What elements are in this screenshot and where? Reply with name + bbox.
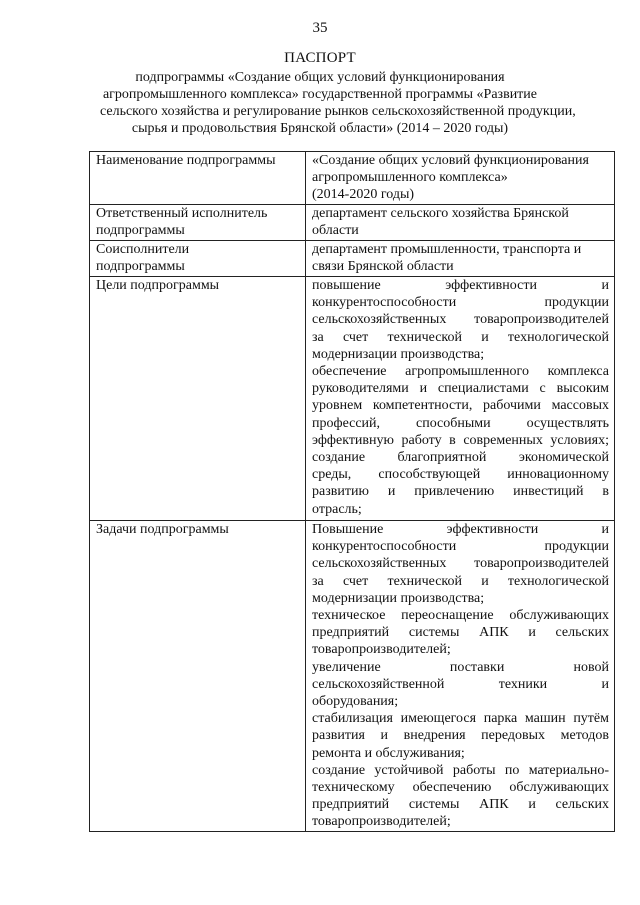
value-line: повышение эффективности и [312, 278, 609, 293]
row-label [90, 241, 306, 277]
value-line: техническое переоснащение обслуживающих [312, 608, 609, 624]
subtitle-line: агропромышленного комплекса» государственной программы «Развитие [102, 87, 538, 102]
label-line: подпрограммы [96, 259, 185, 275]
value-line: развития и внедрения передовых методов [312, 728, 609, 744]
label-line: Задачи подпрограммы [96, 522, 229, 537]
value-line: (2014-2020 годы) [312, 187, 415, 203]
value-line: Повышение эффективности и [312, 522, 609, 537]
subtitle-line: сельского хозяйства и регулирование рынков сельскохозяйственной продукции, [100, 104, 576, 119]
value-line: агропромышленного комплекса» [312, 170, 508, 186]
value-line: сельскохозяйственной техники и [312, 676, 609, 692]
row-label [90, 205, 306, 241]
table-row-goals [90, 277, 615, 521]
row-value [306, 521, 615, 832]
row-value [306, 241, 615, 277]
value-line: конкурентоспособности продукции [312, 295, 609, 311]
value-line: техническому обеспечению обслуживающих [312, 780, 609, 796]
row-value [306, 277, 615, 521]
table-row-responsible [90, 205, 615, 241]
value-line: департамент сельского хозяйства Брянской [312, 206, 569, 221]
value-line: создание устойчивой работы по материально- [312, 762, 609, 778]
table-row-coexecutors [90, 241, 615, 277]
value-line: департамент промышленности, транспорта и [312, 242, 582, 257]
value-line: сельскохозяйственных товаропроизводителей [312, 556, 609, 572]
value-line: предприятий системы АПК и сельских [312, 625, 609, 641]
value-line: за счет технической и технологической [312, 329, 609, 345]
value-line: стабилизация имеющегося парка машин путём [312, 711, 609, 727]
subtitle-line: подпрограммы «Создание общих условий функционирования [135, 70, 505, 85]
value-line: эффективную работу в современных условиях; [312, 432, 609, 448]
document-subtitle [100, 69, 576, 137]
value-line: за счет технической и технологической [312, 573, 609, 589]
value-line: области [312, 223, 359, 239]
passport-table [89, 151, 615, 832]
subtitle-line: сырья и продовольствия Брянской области» (2014 – 2020 годы) [131, 121, 509, 136]
value-line: оборудования; [312, 694, 399, 710]
value-line: развитию и привлечению инвестиций в [312, 484, 609, 500]
value-line: увеличение поставки новой [312, 659, 609, 675]
value-line: предприятий системы АПК и сельских [312, 797, 609, 813]
value-line: создание благоприятной экономической [312, 450, 609, 466]
row-label [90, 152, 306, 205]
value-line: обеспечение агропромышленного комплекса [312, 364, 609, 380]
label-line: Ответственный исполнитель [96, 206, 268, 221]
document-title: ПАСПОРТ [284, 50, 356, 66]
value-line: среды, способствующей инновационному [312, 467, 609, 483]
value-line: модернизации производства; [312, 346, 485, 362]
label-line: подпрограммы [96, 223, 185, 239]
value-line: руководителями и специалистами с высоким [312, 381, 609, 397]
row-value [306, 205, 615, 241]
row-label [90, 277, 306, 521]
value-line: конкурентоспособности продукции [312, 539, 609, 555]
value-line: профессий, способными осуществлять [312, 415, 609, 431]
value-line: ремонта и обслуживания; [312, 745, 465, 761]
value-line: уровнем компетентности, рабочими массовых [312, 398, 609, 414]
value-line: отрасль; [312, 501, 362, 517]
table-row-name [90, 152, 615, 205]
value-line: товаропроизводителей; [312, 814, 451, 830]
page-number: 35 [312, 20, 328, 36]
label-line: Наименование подпрограммы [96, 153, 276, 168]
table-row-tasks [90, 521, 615, 832]
row-label [90, 521, 306, 832]
value-line: «Создание общих условий функционирования [312, 153, 589, 168]
label-line: Соисполнители [96, 242, 190, 257]
value-line: связи Брянской области [312, 259, 454, 275]
value-line: сельскохозяйственных товаропроизводителей [312, 312, 609, 328]
value-line: модернизации производства; [312, 590, 485, 606]
label-line: Цели подпрограммы [96, 278, 220, 293]
value-line: товаропроизводителей; [312, 642, 451, 658]
row-value [306, 152, 615, 205]
